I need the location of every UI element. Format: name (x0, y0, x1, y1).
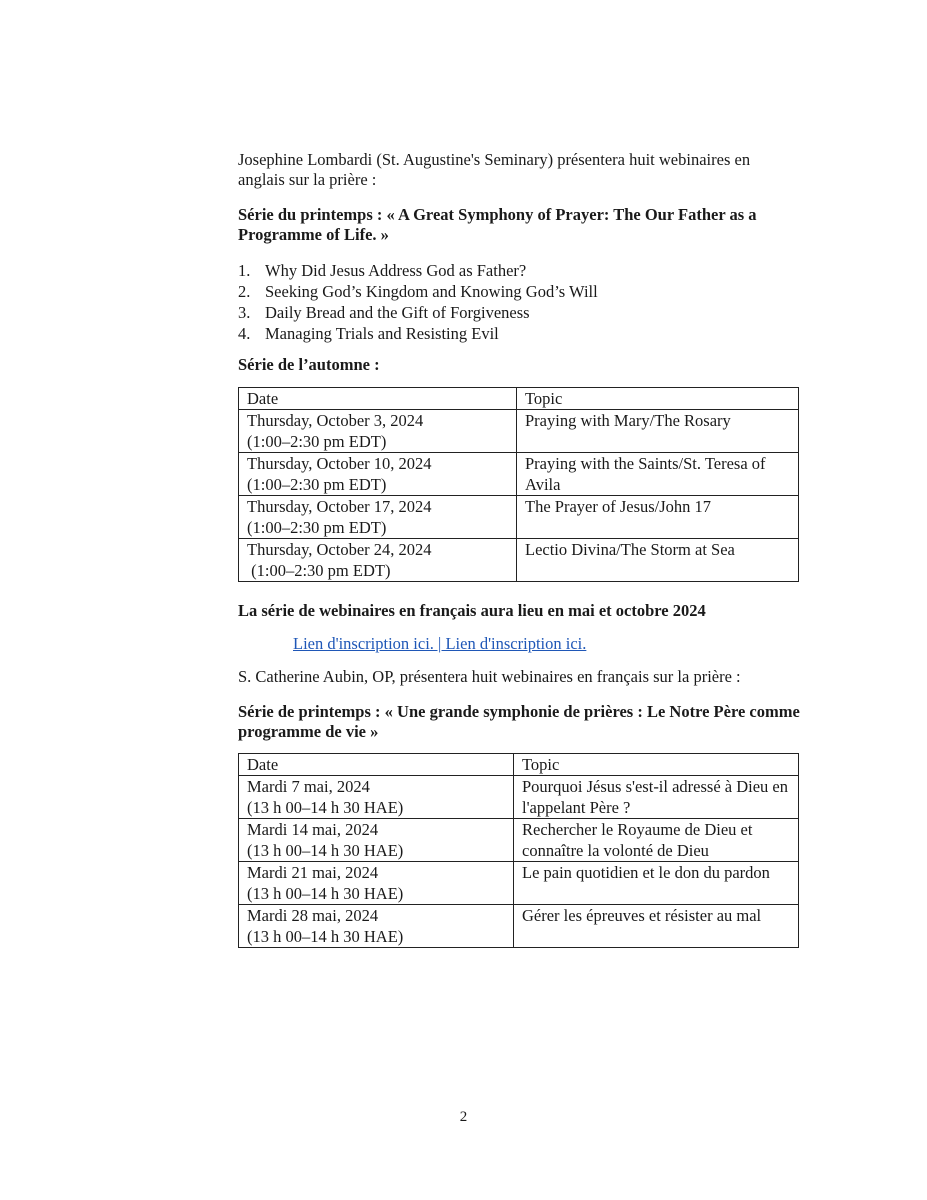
date-cell (239, 496, 517, 539)
catherine-intro-paragraph: S. Catherine Aubin, OP, présentera huit webinaires en français sur la prière : (238, 667, 741, 686)
spring-fr-schedule-table (238, 753, 799, 948)
topic-cell: The Prayer of Jesus/John 17 (517, 496, 799, 539)
date-text: Mardi 28 mai, 2024 (247, 906, 379, 925)
date-cell (239, 539, 517, 582)
list-item (238, 281, 800, 302)
date-cell (239, 776, 514, 819)
list-item-number: 3. (238, 303, 251, 322)
topic-cell: Praying with the Saints/St. Teresa of Avila (517, 453, 799, 496)
topic-cell: Rechercher le Royaume de Dieu et connaître la volonté de Dieu (514, 819, 799, 862)
list-item-text: Seeking God’s Kingdom and Knowing God’s Will (265, 282, 598, 301)
table-row (239, 905, 799, 948)
list-item (238, 302, 800, 323)
table-row (239, 776, 799, 819)
page-number: 2 (459, 1109, 468, 1125)
time-text: (13 h 00–14 h 30 HAE) (247, 884, 404, 903)
header-topic: Topic (514, 754, 799, 776)
list-item-number: 2. (238, 282, 251, 301)
topic-cell: Praying with Mary/The Rosary (517, 410, 799, 453)
date-cell (239, 905, 514, 948)
spring-series-fr-heading: Série de printemps : « Une grande symphonie de prières : Le Notre Père comme programme de vie » (238, 702, 800, 741)
table-header-row (239, 388, 799, 410)
table-row (239, 539, 799, 582)
topic-cell: Gérer les épreuves et résister au mal (514, 905, 799, 948)
header-topic: Topic (517, 388, 799, 410)
date-text: Mardi 21 mai, 2024 (247, 863, 379, 882)
time-text: (1:00–2:30 pm EDT) (247, 518, 387, 537)
table-row (239, 819, 799, 862)
header-date: Date (239, 754, 514, 776)
autumn-schedule-table (238, 387, 799, 582)
date-cell (239, 862, 514, 905)
spring-series-en-list (238, 260, 800, 344)
intro-paragraph: Josephine Lombardi (St. Augustine's Seminary) présentera huit webinaires en anglais sur la prière : (238, 150, 751, 189)
autumn-series-heading: Série de l’automne : (238, 355, 380, 374)
time-text: (1:00–2:30 pm EDT) (247, 561, 391, 580)
list-item-text: Managing Trials and Resisting Evil (265, 324, 499, 343)
topic-cell: Le pain quotidien et le don du pardon (514, 862, 799, 905)
time-text: (1:00–2:30 pm EDT) (247, 475, 387, 494)
french-series-notice: La série de webinaires en français aura lieu en mai et octobre 2024 (238, 601, 706, 620)
date-text: Thursday, October 10, 2024 (247, 454, 432, 473)
header-date: Date (239, 388, 517, 410)
table-row (239, 496, 799, 539)
date-text: Mardi 14 mai, 2024 (247, 820, 379, 839)
date-cell (239, 819, 514, 862)
list-item-text: Daily Bread and the Gift of Forgiveness (265, 303, 530, 322)
time-text: (13 h 00–14 h 30 HAE) (247, 798, 404, 817)
time-text: (1:00–2:30 pm EDT) (247, 432, 387, 451)
date-cell (239, 453, 517, 496)
spring-series-en-heading: Série du printemps : « A Great Symphony of Prayer: The Our Father as a Programme of Life. » (238, 205, 757, 244)
table-row (239, 862, 799, 905)
date-text: Thursday, October 3, 2024 (247, 411, 424, 430)
list-item-number: 1. (238, 261, 251, 280)
list-item (238, 323, 800, 344)
date-text: Thursday, October 24, 2024 (247, 540, 432, 559)
table-row (239, 453, 799, 496)
topic-cell: Pourquoi Jésus s'est-il adressé à Dieu en l'appelant Père ? (514, 776, 799, 819)
time-text: (13 h 00–14 h 30 HAE) (247, 841, 404, 860)
list-item (238, 260, 800, 281)
date-cell (239, 410, 517, 453)
topic-cell: Lectio Divina/The Storm at Sea (517, 539, 799, 582)
list-item-number: 4. (238, 324, 251, 343)
date-text: Thursday, October 17, 2024 (247, 497, 432, 516)
time-text: (13 h 00–14 h 30 HAE) (247, 927, 404, 946)
table-header-row (239, 754, 799, 776)
list-item-text: Why Did Jesus Address God as Father? (265, 261, 527, 280)
registration-links[interactable]: Lien d'inscription ici. | Lien d'inscription ici. (293, 634, 587, 653)
date-text: Mardi 7 mai, 2024 (247, 777, 370, 796)
table-row (239, 410, 799, 453)
